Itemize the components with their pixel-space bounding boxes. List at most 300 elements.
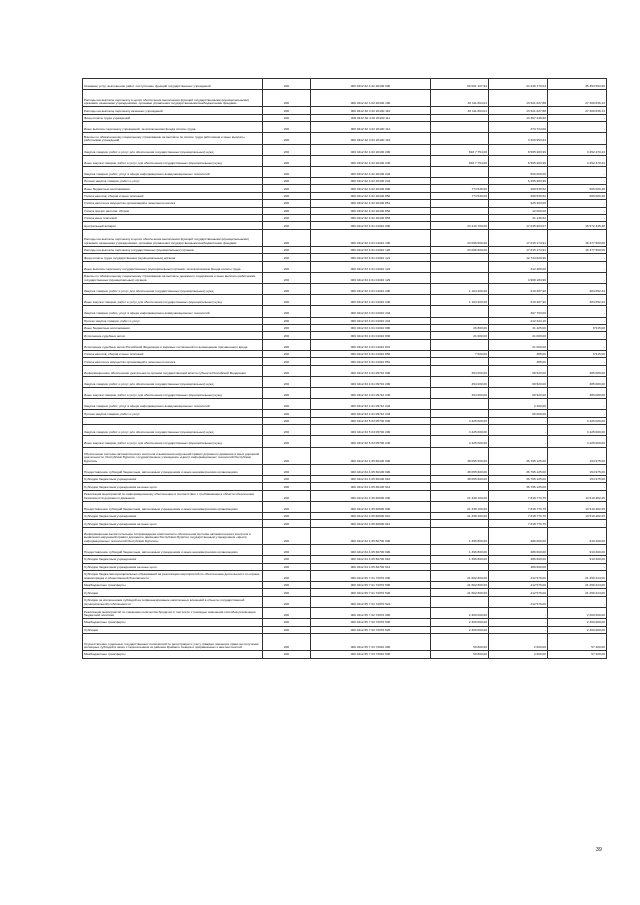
row-classification-code: 000 0412 62 4 02 20100 244 xyxy=(311,178,431,185)
table-row xyxy=(83,425,607,436)
row-classification-code: 000 0412 62 4 02 20100 112 xyxy=(311,122,431,133)
row-name: Уплата налога на имущество организаций и земельного налога xyxy=(83,358,263,365)
row-unexecuted-amount: - xyxy=(548,254,607,261)
row-approved-amount xyxy=(431,200,489,207)
row-classification-code: 000 0412 62 4 02 20100 110 xyxy=(311,107,431,114)
row-classification-code: 000 0412 62 4 02 20100 000 xyxy=(311,79,431,90)
row-approved-amount: 59 800,00 xyxy=(431,633,489,650)
row-approved-amount: 1 396 800,00 xyxy=(431,527,489,544)
table-row xyxy=(83,626,607,633)
row-name: Иные закупки товаров, работ и услуг для обеспечения государственных (муниципальных) нужд xyxy=(83,295,263,306)
row-line-code: 200 xyxy=(263,464,311,475)
row-approved-amount xyxy=(431,122,489,133)
row-executed-amount: 2 400,00 xyxy=(489,399,548,410)
row-line-code: 200 xyxy=(263,214,311,221)
row-approved-amount xyxy=(431,133,489,144)
row-executed-amount: 12 000,00 xyxy=(489,207,548,214)
row-executed-amount: - xyxy=(489,436,548,447)
row-approved-amount xyxy=(431,358,489,365)
row-line-code: 200 xyxy=(263,107,311,114)
row-line-code: 200 xyxy=(263,376,311,387)
row-line-code: 200 xyxy=(263,582,311,589)
row-unexecuted-amount: 154 975,00 xyxy=(548,447,607,464)
row-unexecuted-amount: - xyxy=(548,114,607,121)
table-row xyxy=(83,114,607,121)
row-unexecuted-amount: - xyxy=(548,272,607,283)
row-line-code: 200 xyxy=(263,399,311,410)
row-classification-code: 000 0412 63 4 01 01010 240 xyxy=(311,295,431,306)
table-row xyxy=(83,608,607,619)
row-executed-amount: 66 000,00 xyxy=(489,410,548,417)
table-row xyxy=(83,570,607,581)
row-name: Уплата иных платежей xyxy=(83,214,263,221)
row-classification-code: 000 0412 65 7 03 73010 500 xyxy=(311,651,431,658)
row-classification-code: 000 0412 65 7 01 72970 521 xyxy=(311,596,431,607)
row-classification-code: 000 0412 62 4 02 20100 853 xyxy=(311,214,431,221)
row-unexecuted-amount: 910 200,00 xyxy=(548,556,607,563)
row-executed-amount: 14 367 249,60 xyxy=(489,114,548,121)
table-row xyxy=(83,410,607,417)
row-name: Субсидии бюджетным учреждениям xyxy=(83,556,263,563)
row-classification-code: 000 0412 62 4 02 20100 242 xyxy=(311,166,431,177)
row-name: Предоставление субсидий бюджетным, автономным учреждениям и иным некоммерческим организациям xyxy=(83,544,263,555)
row-approved-amount xyxy=(431,596,489,607)
row-name: Взносы по обязательному социальному страхованию на выплаты по оплате труда работников и иные выплаты работникам учреждений xyxy=(83,133,263,144)
row-classification-code: 000 0412 63 4 01 09710 240 xyxy=(311,388,431,399)
row-line-code: 200 xyxy=(263,633,311,650)
row-name: Межбюджетные трансферты xyxy=(83,619,263,626)
table-row xyxy=(83,324,607,331)
row-line-code: 200 xyxy=(263,570,311,581)
table-row xyxy=(83,490,607,501)
table-row xyxy=(83,90,607,107)
row-unexecuted-amount: 16 377 500,00 xyxy=(548,246,607,253)
row-approved-amount: 774 539,00 xyxy=(431,192,489,199)
row-executed-amount: 36 795 125,00 xyxy=(489,464,548,475)
row-executed-amount: 17 045 903,07 xyxy=(489,222,548,229)
row-executed-amount: 268 539,52 xyxy=(489,192,548,199)
table-row xyxy=(83,513,607,520)
row-executed-amount: - xyxy=(489,417,548,424)
row-approved-amount: 23 096 600,00 xyxy=(431,229,489,246)
row-executed-amount: 7 818 779,75 xyxy=(489,490,548,501)
row-approved-amount xyxy=(431,166,489,177)
row-line-code: 200 xyxy=(263,544,311,555)
row-name: Субсидии бюджетным учреждениям xyxy=(83,513,263,520)
row-line-code: 200 xyxy=(263,608,311,619)
row-classification-code: 000 0412 64 4 05 60100 000 xyxy=(311,447,431,464)
row-unexecuted-amount: 154 975,00 xyxy=(548,464,607,475)
row-line-code: 200 xyxy=(263,589,311,596)
row-executed-amount: 8 565 283,99 xyxy=(489,144,548,155)
row-line-code: 200 xyxy=(263,90,311,107)
row-approved-amount: 1 396 800,00 xyxy=(431,556,489,563)
row-executed-amount: 619 287,90 xyxy=(489,284,548,295)
row-line-code: 200 xyxy=(263,317,311,324)
row-executed-amount: 486 600,00 xyxy=(489,556,548,563)
row-line-code: 200 xyxy=(263,513,311,520)
row-executed-amount: 268 539,52 xyxy=(489,185,548,192)
row-line-code: 200 xyxy=(263,207,311,214)
table-row xyxy=(83,582,607,589)
row-unexecuted-amount: - xyxy=(548,214,607,221)
row-name: Закупка товаров, работ, услуг в сфере информационно-коммуникационных технологий xyxy=(83,306,263,317)
row-executed-amount: 312 480,00 xyxy=(489,261,548,272)
row-approved-amount: 40 111 664,01 xyxy=(431,107,489,114)
row-executed-amount: 2 600,00 xyxy=(489,633,548,650)
row-line-code: 200 xyxy=(263,200,311,207)
row-approved-amount xyxy=(431,339,489,350)
row-approved-amount: 40 111 664,01 xyxy=(431,90,489,107)
row-executed-amount: 68 520,00 xyxy=(489,388,548,399)
row-classification-code: 000 0412 63 4 01 01010 120 xyxy=(311,246,431,253)
table-row xyxy=(83,633,607,650)
row-classification-code: 000 0412 62 4 02 20100 100 xyxy=(311,90,431,107)
row-name: Субсидии бюджетам муниципальных образований на реализацию мероприятий по обеспечению деятельности по охране правопорядка и общественной безопасности xyxy=(83,570,263,581)
row-classification-code: 000 0412 62 4 02 20100 851 xyxy=(311,200,431,207)
row-unexecuted-amount: 910 200,00 xyxy=(548,544,607,555)
row-approved-amount xyxy=(431,520,489,527)
row-line-code: 200 xyxy=(263,222,311,229)
row-approved-amount: 774 539,00 xyxy=(431,185,489,192)
table-row xyxy=(83,207,607,214)
table-row xyxy=(83,306,607,317)
row-line-code: 200 xyxy=(263,284,311,295)
row-name: Прочая закупка товаров, работ и услуг xyxy=(83,410,263,417)
table-row xyxy=(83,501,607,512)
row-line-code: 200 xyxy=(263,332,311,339)
row-executed-amount: 500 000,00 xyxy=(489,166,548,177)
row-classification-code: 000 0412 63 4 01 01010 242 xyxy=(311,306,431,317)
row-line-code: 200 xyxy=(263,79,311,90)
row-classification-code: 000 0412 63 4 01 01010 830 xyxy=(311,332,431,339)
row-classification-code: 000 0412 64 4 05 60100 610 xyxy=(311,475,431,482)
row-executed-amount: - xyxy=(489,608,548,619)
row-line-code: 200 xyxy=(263,501,311,512)
row-unexecuted-amount: 13 519 482,25 xyxy=(548,490,607,501)
table-row xyxy=(83,350,607,357)
table-row xyxy=(83,358,607,365)
row-name: Иные закупки товаров, работ и услуг для обеспечения государственных (муниципальных) нужд xyxy=(83,436,263,447)
row-unexecuted-amount: 505 000,48 xyxy=(548,185,607,192)
row-line-code: 200 xyxy=(263,339,311,350)
row-classification-code: 000 0412 63 4 01 09710 244 xyxy=(311,410,431,417)
row-classification-code: 000 0412 65 7 03 73010 000 xyxy=(311,633,431,650)
row-classification-code: 000 0412 62 4 02 20100 200 xyxy=(311,144,431,155)
row-unexecuted-amount: 16 377 500,00 xyxy=(548,229,607,246)
row-unexecuted-amount: 6 515,00 xyxy=(548,350,607,357)
row-line-code: 200 xyxy=(263,619,311,626)
row-unexecuted-amount: 3 252 470,24 xyxy=(548,144,607,155)
row-line-code: 200 xyxy=(263,254,311,261)
row-unexecuted-amount: - xyxy=(548,358,607,365)
table-row xyxy=(83,589,607,596)
row-name: Субсидии бюджетным учреждениям на иные цели xyxy=(83,483,263,490)
row-approved-amount: 21 662 800,00 xyxy=(431,582,489,589)
row-executed-amount: 36 795 125,00 xyxy=(489,483,548,490)
row-classification-code: 000 0412 63 4 01 09710 242 xyxy=(311,399,431,410)
row-name: Расходы на выплаты персоналу в целях обеспечения выполнения функций государственными (муниципальными) органами, казенными учреждениями, органами управления государственными внебюджетными фондами xyxy=(83,229,263,246)
table-row xyxy=(83,155,607,166)
row-line-code: 200 xyxy=(263,490,311,501)
table-row xyxy=(83,417,607,424)
row-executed-amount: 21 000,00 xyxy=(489,339,548,350)
row-line-code: 200 xyxy=(263,626,311,633)
row-executed-amount: 21 000,00 xyxy=(489,332,548,339)
row-classification-code: 000 0412 63 4 01 01010 129 xyxy=(311,272,431,283)
table-row xyxy=(83,365,607,376)
row-executed-amount: 225 403,00 xyxy=(489,200,548,207)
table-row xyxy=(83,166,607,177)
table-row xyxy=(83,447,607,464)
table-row xyxy=(83,563,607,570)
row-approved-amount: 2 300 000,00 xyxy=(431,608,489,619)
table-body xyxy=(83,79,607,659)
row-name: Фонд оплаты труда учреждений xyxy=(83,114,263,121)
row-unexecuted-amount: 21 250 224,00 xyxy=(548,589,607,596)
row-unexecuted-amount: 13 519 482,25 xyxy=(548,501,607,512)
row-executed-amount: 412 576,00 xyxy=(489,570,548,581)
row-executed-amount: 4 329 953,64 xyxy=(489,133,548,144)
row-approved-amount: 21 000,00 xyxy=(431,332,489,339)
table-row xyxy=(83,214,607,221)
row-unexecuted-amount: - xyxy=(548,122,607,133)
row-unexecuted-amount: - xyxy=(548,563,607,570)
row-name: Закупка товаров, работ, услуг в сфере информационно-коммуникационных технологий xyxy=(83,166,263,177)
row-classification-code: 000 0412 63 4 01 01010 850 xyxy=(311,350,431,357)
row-classification-code: 000 0412 64 4 05 60700 612 xyxy=(311,563,431,570)
table-row xyxy=(83,284,607,295)
row-classification-code: 000 0412 63 4 01 01010 122 xyxy=(311,261,431,272)
row-name: Субсидии бюджетным учреждениям на иные цели xyxy=(83,520,263,527)
row-classification-code: 000 0412 63 4 01 09710 000 xyxy=(311,365,431,376)
row-line-code: 200 xyxy=(263,192,311,199)
row-line-code: 200 xyxy=(263,185,311,192)
row-executed-amount: 412 576,00 xyxy=(489,596,548,607)
row-unexecuted-amount: 8 515,00 xyxy=(548,324,607,331)
row-name: Расходы на выплаты персоналу казенных учреждений xyxy=(83,107,263,114)
row-approved-amount: 21 662 800,00 xyxy=(431,589,489,596)
row-unexecuted-amount: 21 250 224,00 xyxy=(548,570,607,581)
row-classification-code: 000 0412 64 4 05 60600 612 xyxy=(311,520,431,527)
row-unexecuted-amount: 57 200,00 xyxy=(548,633,607,650)
row-classification-code: 000 0412 63 5 03 05700 200 xyxy=(311,425,431,436)
row-approved-amount: 21 338 100,00 xyxy=(431,513,489,520)
row-executed-amount: 397 763,00 xyxy=(489,306,548,317)
row-name: Предоставление субсидий бюджетным, автономным учреждениям и иным некоммерческим организациям xyxy=(83,464,263,475)
row-line-code: 200 xyxy=(263,417,311,424)
row-executed-amount: 385,00 xyxy=(489,350,548,357)
row-approved-amount: 3 425 000,00 xyxy=(431,436,489,447)
row-unexecuted-amount: - xyxy=(548,483,607,490)
table-row xyxy=(83,596,607,607)
row-name: Закупка товаров, работ, услуг в сфере информационно-коммуникационных технологий xyxy=(83,399,263,410)
row-line-code: 200 xyxy=(263,229,311,246)
row-name: Иные бюджетные ассигнования xyxy=(83,324,263,331)
row-classification-code: 000 0412 64 4 05 60100 612 xyxy=(311,483,431,490)
row-classification-code: 000 0412 64 4 05 60700 610 xyxy=(311,556,431,563)
row-name: Субсидии xyxy=(83,626,263,633)
row-classification-code: 000 0412 64 4 05 60700 000 xyxy=(311,527,431,544)
row-executed-amount: 7 818 779,75 xyxy=(489,520,548,527)
row-executed-amount: 68 520,00 xyxy=(489,376,548,387)
table-row xyxy=(83,527,607,544)
row-name: Оказание услуг, выполнение работ, поступление функций государственных учреждений xyxy=(83,79,263,90)
row-name: Прочая закупка товаров, работ и услуг xyxy=(83,178,263,185)
row-line-code: 200 xyxy=(263,596,311,607)
row-approved-amount: 21 662 800,00 xyxy=(431,570,489,581)
table-row xyxy=(83,79,607,90)
row-unexecuted-amount: - xyxy=(548,207,607,214)
row-name: Реализация мероприятий по информационному обеспечению в соответствии с требованиями в области обеспечения безопасности дорожного движения xyxy=(83,490,263,501)
row-unexecuted-amount: 35 353 593,90 xyxy=(548,79,607,90)
table-row xyxy=(83,556,607,563)
row-line-code: 200 xyxy=(263,388,311,399)
row-approved-amount: 2 300 000,00 xyxy=(431,619,489,626)
row-line-code: 200 xyxy=(263,295,311,306)
table-row xyxy=(83,436,607,447)
row-classification-code: 000 0412 65 7 02 72970 520 xyxy=(311,626,431,633)
row-executed-amount: 36 795 125,00 xyxy=(489,447,548,464)
row-executed-amount: 486 600,00 xyxy=(489,527,548,544)
row-approved-amount: 26 800,00 xyxy=(431,324,489,331)
row-unexecuted-amount: 154 975,00 xyxy=(548,475,607,482)
row-name: Реализация мероприятий по снижению количества бродячих в том числе с помощью изменения способов реализации бюджетной политики xyxy=(83,608,263,619)
row-unexecuted-amount: - xyxy=(548,410,607,417)
row-name: Субсидии бюджетным учреждениям xyxy=(83,475,263,482)
table-row xyxy=(83,520,607,527)
row-name: Исполнение судебных актов xyxy=(83,332,263,339)
row-executed-amount: 12 734 620,90 xyxy=(489,254,548,261)
row-approved-amount: 1 104 200,00 xyxy=(431,295,489,306)
row-approved-amount xyxy=(431,178,489,185)
row-executed-amount: - xyxy=(489,425,548,436)
row-unexecuted-amount: 57 200,00 xyxy=(548,651,607,658)
row-line-code: 200 xyxy=(263,350,311,357)
row-name: Иные закупки товаров, работ и услуг для обеспечения государственных (муниципальных) нужд xyxy=(83,388,263,399)
row-unexecuted-amount: 910 200,00 xyxy=(548,527,607,544)
row-unexecuted-amount: 2 300 000,00 xyxy=(548,626,607,633)
row-name: Предоставление субсидий бюджетным, автономным учреждениям и иным некоммерческим организациям xyxy=(83,501,263,512)
row-classification-code: 000 0412 64 4 05 60600 600 xyxy=(311,501,431,512)
row-name: Субсидии xyxy=(83,589,263,596)
row-name: Субсидии за исключением субсидий на софинансирование капитальных вложений в объекты государственной (муниципальной) собственности xyxy=(83,596,263,607)
table-row xyxy=(83,464,607,475)
row-classification-code: 000 0412 63 4 01 01010 800 xyxy=(311,324,431,331)
row-line-code: 200 xyxy=(263,272,311,283)
row-approved-amount xyxy=(431,483,489,490)
row-approved-amount xyxy=(431,410,489,417)
table-row xyxy=(83,272,607,283)
row-unexecuted-amount: 505 000,48 xyxy=(548,192,607,199)
row-classification-code: 000 0412 63 4 01 01010 000 xyxy=(311,222,431,229)
row-unexecuted-amount: - xyxy=(548,166,607,177)
row-name: Иные выплаты персоналу учреждений, за исключением фонда оплаты труда xyxy=(83,122,263,133)
table-row xyxy=(83,544,607,555)
row-approved-amount: 59 800,00 xyxy=(431,651,489,658)
row-line-code: 200 xyxy=(263,651,311,658)
row-unexecuted-amount: 21 250 224,00 xyxy=(548,582,607,589)
row-classification-code: 000 0412 64 4 05 60100 600 xyxy=(311,464,431,475)
table-row xyxy=(83,246,607,253)
row-executed-amount: 31 136,52 xyxy=(489,214,548,221)
row-approved-amount: 66 001 107,94 xyxy=(431,79,489,90)
row-unexecuted-amount: 2 300 000,00 xyxy=(548,608,607,619)
row-name: Расходы на выплаты персоналу государственных (муниципальных) органов xyxy=(83,246,263,253)
row-unexecuted-amount: - xyxy=(548,339,607,350)
table-row xyxy=(83,222,607,229)
row-line-code: 200 xyxy=(263,436,311,447)
row-executed-amount: 24 449 770,04 xyxy=(489,79,548,90)
row-approved-amount: 38 055 600,00 xyxy=(431,475,489,482)
row-approved-amount xyxy=(431,261,489,272)
table-row xyxy=(83,483,607,490)
row-name: Межбюджетные трансферты xyxy=(83,651,263,658)
row-executed-amount: 7 818 779,75 xyxy=(489,501,548,512)
row-name: Информационное обеспечение деятельности органов государственной власти субъекта Российской Федерации xyxy=(83,365,263,376)
row-line-code: 200 xyxy=(263,246,311,253)
row-approved-amount xyxy=(431,207,489,214)
row-approved-amount: 2 300 000,00 xyxy=(431,626,489,633)
table-row xyxy=(83,376,607,387)
row-classification-code: 000 0412 65 7 01 72970 000 xyxy=(311,570,431,581)
row-classification-code: 000 0412 62 4 02 20100 850 xyxy=(311,192,431,199)
row-unexecuted-amount: - xyxy=(548,520,607,527)
row-approved-amount: 21 338 100,00 xyxy=(431,501,489,512)
row-line-code: 200 xyxy=(263,527,311,544)
row-name: Фонд оплаты труда государственных (муниципальных) органов xyxy=(83,254,263,261)
row-classification-code: 000 0412 63 4 01 01010 121 xyxy=(311,254,431,261)
row-line-code: 200 xyxy=(263,447,311,464)
row-executed-amount: 412 576,00 xyxy=(489,582,548,589)
row-classification-code: 000 0412 63 4 01 01010 244 xyxy=(311,317,431,324)
row-unexecuted-amount: - xyxy=(548,596,607,607)
row-unexecuted-amount: 3 425 000,00 xyxy=(548,417,607,424)
row-line-code: 200 xyxy=(263,306,311,317)
row-classification-code: 000 0412 62 4 02 20100 111 xyxy=(311,114,431,121)
row-name: Иные закупки товаров, работ и услуг для обеспечения государственных (муниципальных) нужд xyxy=(83,155,263,166)
row-name: Расходы на выплаты персоналу в целях обеспечения выполнения функций государственными (муниципальными) органами, казенными учреждениями, органами управления государственными внебюджетными фондами xyxy=(83,90,263,107)
row-classification-code: 000 0412 63 4 01 01010 100 xyxy=(311,229,431,246)
table-row xyxy=(83,185,607,192)
row-line-code: 200 xyxy=(263,365,311,376)
row-executed-amount: - xyxy=(489,626,548,633)
row-name: Центральный аппарат xyxy=(83,222,263,229)
row-name: Иные бюджетные ассигнования xyxy=(83,185,263,192)
row-unexecuted-amount: - xyxy=(548,178,607,185)
row-line-code: 200 xyxy=(263,520,311,527)
row-name: Закупка товаров, работ и услуг для обеспечения государственных (муниципальных) нужд xyxy=(83,144,263,155)
row-line-code: 200 xyxy=(263,114,311,121)
row-approved-amount: 818 7 754,00 xyxy=(431,155,489,166)
row-executed-amount: - xyxy=(489,619,548,626)
row-name: Закупка товаров, работ и услуг для обеспечения государственных (муниципальных) нужд xyxy=(83,284,263,295)
row-executed-amount: 17 015 174,91 xyxy=(489,229,548,246)
table-row xyxy=(83,475,607,482)
row-unexecuted-amount: - xyxy=(548,133,607,144)
row-classification-code: 000 0412 62 4 02 20100 852 xyxy=(311,207,431,214)
row-classification-code: 000 0412 63 5 03 05700 000 xyxy=(311,417,431,424)
row-approved-amount: 454 000,00 xyxy=(431,388,489,399)
row-classification-code: 000 0412 65 7 01 72970 520 xyxy=(311,589,431,596)
row-unexecuted-amount: 385 080,00 xyxy=(548,388,607,399)
row-approved-amount xyxy=(431,114,489,121)
row-executed-amount: 7 818 779,75 xyxy=(489,513,548,520)
row-approved-amount: 818 7 754,00 xyxy=(431,144,489,155)
row-unexecuted-amount: - xyxy=(548,332,607,339)
row-classification-code: 000 0412 62 4 02 20100 119 xyxy=(311,133,431,144)
row-name: Информационно-вычислительное сопровождение комплексного обеспечения системы автоматического контроля и выявления нарушений правил дорожного движения Республики Бурятия государственным учреждением «Центр информационных технологий Республики Бурятия» xyxy=(83,527,263,544)
